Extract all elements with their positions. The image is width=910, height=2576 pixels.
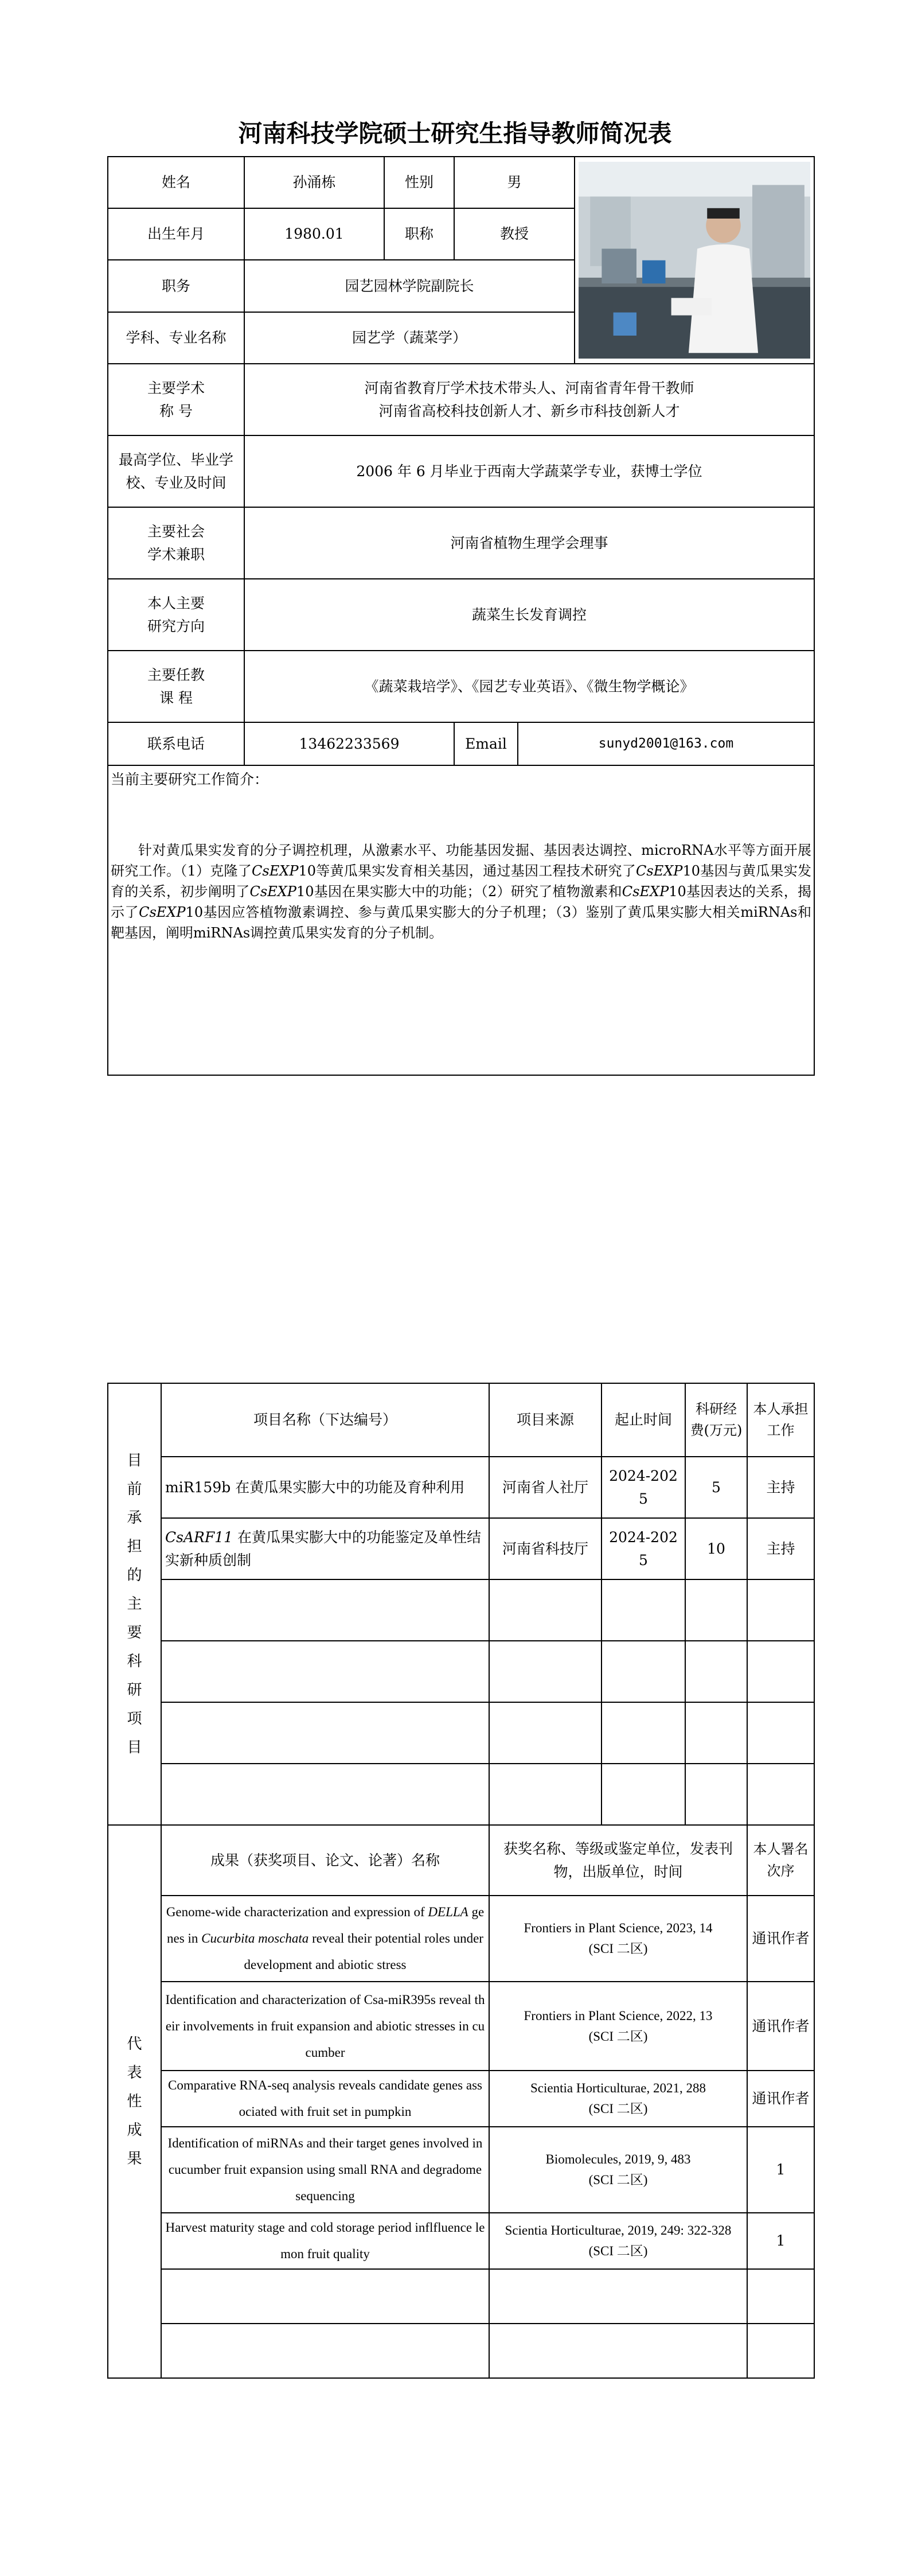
table-row: [108, 1982, 814, 2071]
titles-label: 主要学术 称 号: [108, 364, 244, 435]
phone-value: 13462233569: [244, 722, 454, 765]
degree-label: 最高学位、毕业学 校、专业及时间: [108, 435, 244, 507]
achievement-title: Harvest maturity stage and cold storage period inflfluence lemon fruit quality: [161, 2213, 489, 2269]
achievement-order: 通讯作者: [747, 1982, 814, 2071]
empty-row: [108, 1579, 814, 1641]
phone-label: 联系电话: [108, 722, 244, 765]
email-label: Email: [454, 722, 518, 765]
degree-value: 2006 年 6 月毕业于西南大学蔬菜学专业，获博士学位: [244, 435, 814, 507]
achievement-venue: Scientia Horticulturae, 2019, 249: 322-328 (SCI 二区): [489, 2213, 747, 2269]
empty-row: [108, 2269, 814, 2324]
achievement-order: 通讯作者: [747, 1896, 814, 1982]
titles-value: 河南省教育厅学术技术带头人、河南省青年骨干教师 河南省高校科技创新人才、新乡市科技创新人才: [244, 364, 814, 435]
email-value: sunyd2001@163.com: [518, 722, 814, 765]
project-role: 主持: [747, 1457, 814, 1518]
research-value: 蔬菜生长发育调控: [244, 579, 814, 651]
project-period: 2024-2025: [602, 1518, 685, 1579]
achievement-title: Identification of miRNAs and their target genes involved in cucumber fruit expansion using small RNA and degradome sequencing: [161, 2127, 489, 2213]
project-source: 河南省科技厅: [489, 1518, 602, 1579]
project-source-header: 项目来源: [489, 1383, 602, 1457]
achievement-order: 1: [747, 2213, 814, 2269]
courses-value: 《蔬菜栽培学》、《园艺专业英语》、《微生物学概论》: [244, 651, 814, 722]
rank-value: 教授: [454, 208, 575, 260]
achievement-order: 通讯作者: [747, 2071, 814, 2127]
research-summary: [108, 765, 814, 1075]
achievement-venue: Scientia Horticulturae, 2021, 288 (SCI 二区): [489, 2071, 747, 2127]
research-label: 本人主要 研究方向: [108, 579, 244, 651]
rank-label: 职称: [384, 208, 454, 260]
projects-side-label: 目 前 承 担 的 主 要 科 研 项 目: [108, 1383, 161, 1825]
table-row: [108, 1518, 814, 1579]
portrait-photo: [575, 157, 814, 364]
summary-label: 当前主要研究工作简介：: [111, 771, 269, 788]
project-name: CsARF11 在黄瓜果实膨大中的功能鉴定及单性结实新种质创制: [161, 1518, 489, 1579]
courses-label: 主要任教 课 程: [108, 651, 244, 722]
table-row: [108, 2071, 814, 2127]
table-row: [108, 2127, 814, 2213]
projects-table: [107, 1383, 815, 2379]
achievement-order: 1: [747, 2127, 814, 2213]
project-name: miR159b 在黄瓜果实膨大中的功能及育种利用: [161, 1457, 489, 1518]
empty-row: [108, 1641, 814, 1702]
project-name-header: 项目名称（下达编号）: [161, 1383, 489, 1457]
table-row: [108, 1896, 814, 1982]
achievement-venue: Biomolecules, 2019, 9, 483 (SCI 二区): [489, 2127, 747, 2213]
project-role: 主持: [747, 1518, 814, 1579]
achievement-title-header: 成果（获奖项目、论文、论著）名称: [161, 1825, 489, 1896]
gender-value: 男: [454, 157, 575, 208]
duty-label: 职务: [108, 260, 244, 312]
project-role-header: 本人承担工作: [747, 1383, 814, 1457]
social-value: 河南省植物生理学会理事: [244, 507, 814, 579]
birth-label: 出生年月: [108, 208, 244, 260]
summary-text: 针对黄瓜果实发育的分子调控机理，从激素水平、功能基因发掘、基因表达调控、microRNA水平等方面开展研究工作。（1）克隆了CsEXP10等黄瓜果实发育相关基因，通过基因工程技术研究了CsEXP10基因与黄瓜果实发育的关系，初步阐明了CsEXP10基因在果实膨大中的功能；（2）研究了植物激素和CsEXP10基因表达的关系，揭示了CsEXP10基因应答植物激素调控、参与黄瓜果实膨大的分子机理；（3）鉴别了黄瓜果实膨大相关miRNAs和靶基因，阐明miRNAs调控黄瓜果实发育的分子机制。: [111, 842, 812, 941]
project-period: 2024-2025: [602, 1457, 685, 1518]
achievement-title: Identification and characterization of Csa-miR395s reveal their involvements in fruit expansion and abiotic stresses in cucumber: [161, 1982, 489, 2071]
achievement-venue: Frontiers in Plant Science, 2023, 14 (SCI 二区): [489, 1896, 747, 1982]
achievement-venue: Frontiers in Plant Science, 2022, 13 (SCI 二区): [489, 1982, 747, 2071]
gender-label: 性别: [384, 157, 454, 208]
social-label: 主要社会 学术兼职: [108, 507, 244, 579]
project-funding: 5: [685, 1457, 747, 1518]
name-label: 姓名: [108, 157, 244, 208]
page-title: 河南科技学院硕士研究生指导教师简况表: [238, 119, 672, 147]
profile-table: [107, 156, 815, 1076]
achievement-venue-header: 获奖名称、等级或鉴定单位，发表刊物，出版单位，时间: [489, 1825, 747, 1896]
project-funding: 10: [685, 1518, 747, 1579]
project-period-header: 起止时间: [602, 1383, 685, 1457]
achievement-order-header: 本人署名次序: [747, 1825, 814, 1896]
empty-row: [108, 1702, 814, 1764]
project-source: 河南省人社厅: [489, 1457, 602, 1518]
achievement-title: Genome-wide characterization and expression of DELLA genes in Cucurbita moschata reveal their potential roles under development and abiotic stress: [161, 1896, 489, 1982]
achievement-title: Comparative RNA-seq analysis reveals candidate genes associated with fruit set in pumpkin: [161, 2071, 489, 2127]
empty-row: [108, 1764, 814, 1825]
achievements-side-label: 代 表 性 成 果: [108, 1825, 161, 2378]
discipline-value: 园艺学（蔬菜学）: [244, 312, 575, 364]
name-value: 孙涌栋: [244, 157, 384, 208]
table-row: [108, 1457, 814, 1518]
discipline-label: 学科、专业名称: [108, 312, 244, 364]
birth-value: 1980.01: [244, 208, 384, 260]
table-row: [108, 2213, 814, 2269]
duty-value: 园艺园林学院副院长: [244, 260, 575, 312]
project-funding-header: 科研经费(万元): [685, 1383, 747, 1457]
empty-row: [108, 2324, 814, 2378]
